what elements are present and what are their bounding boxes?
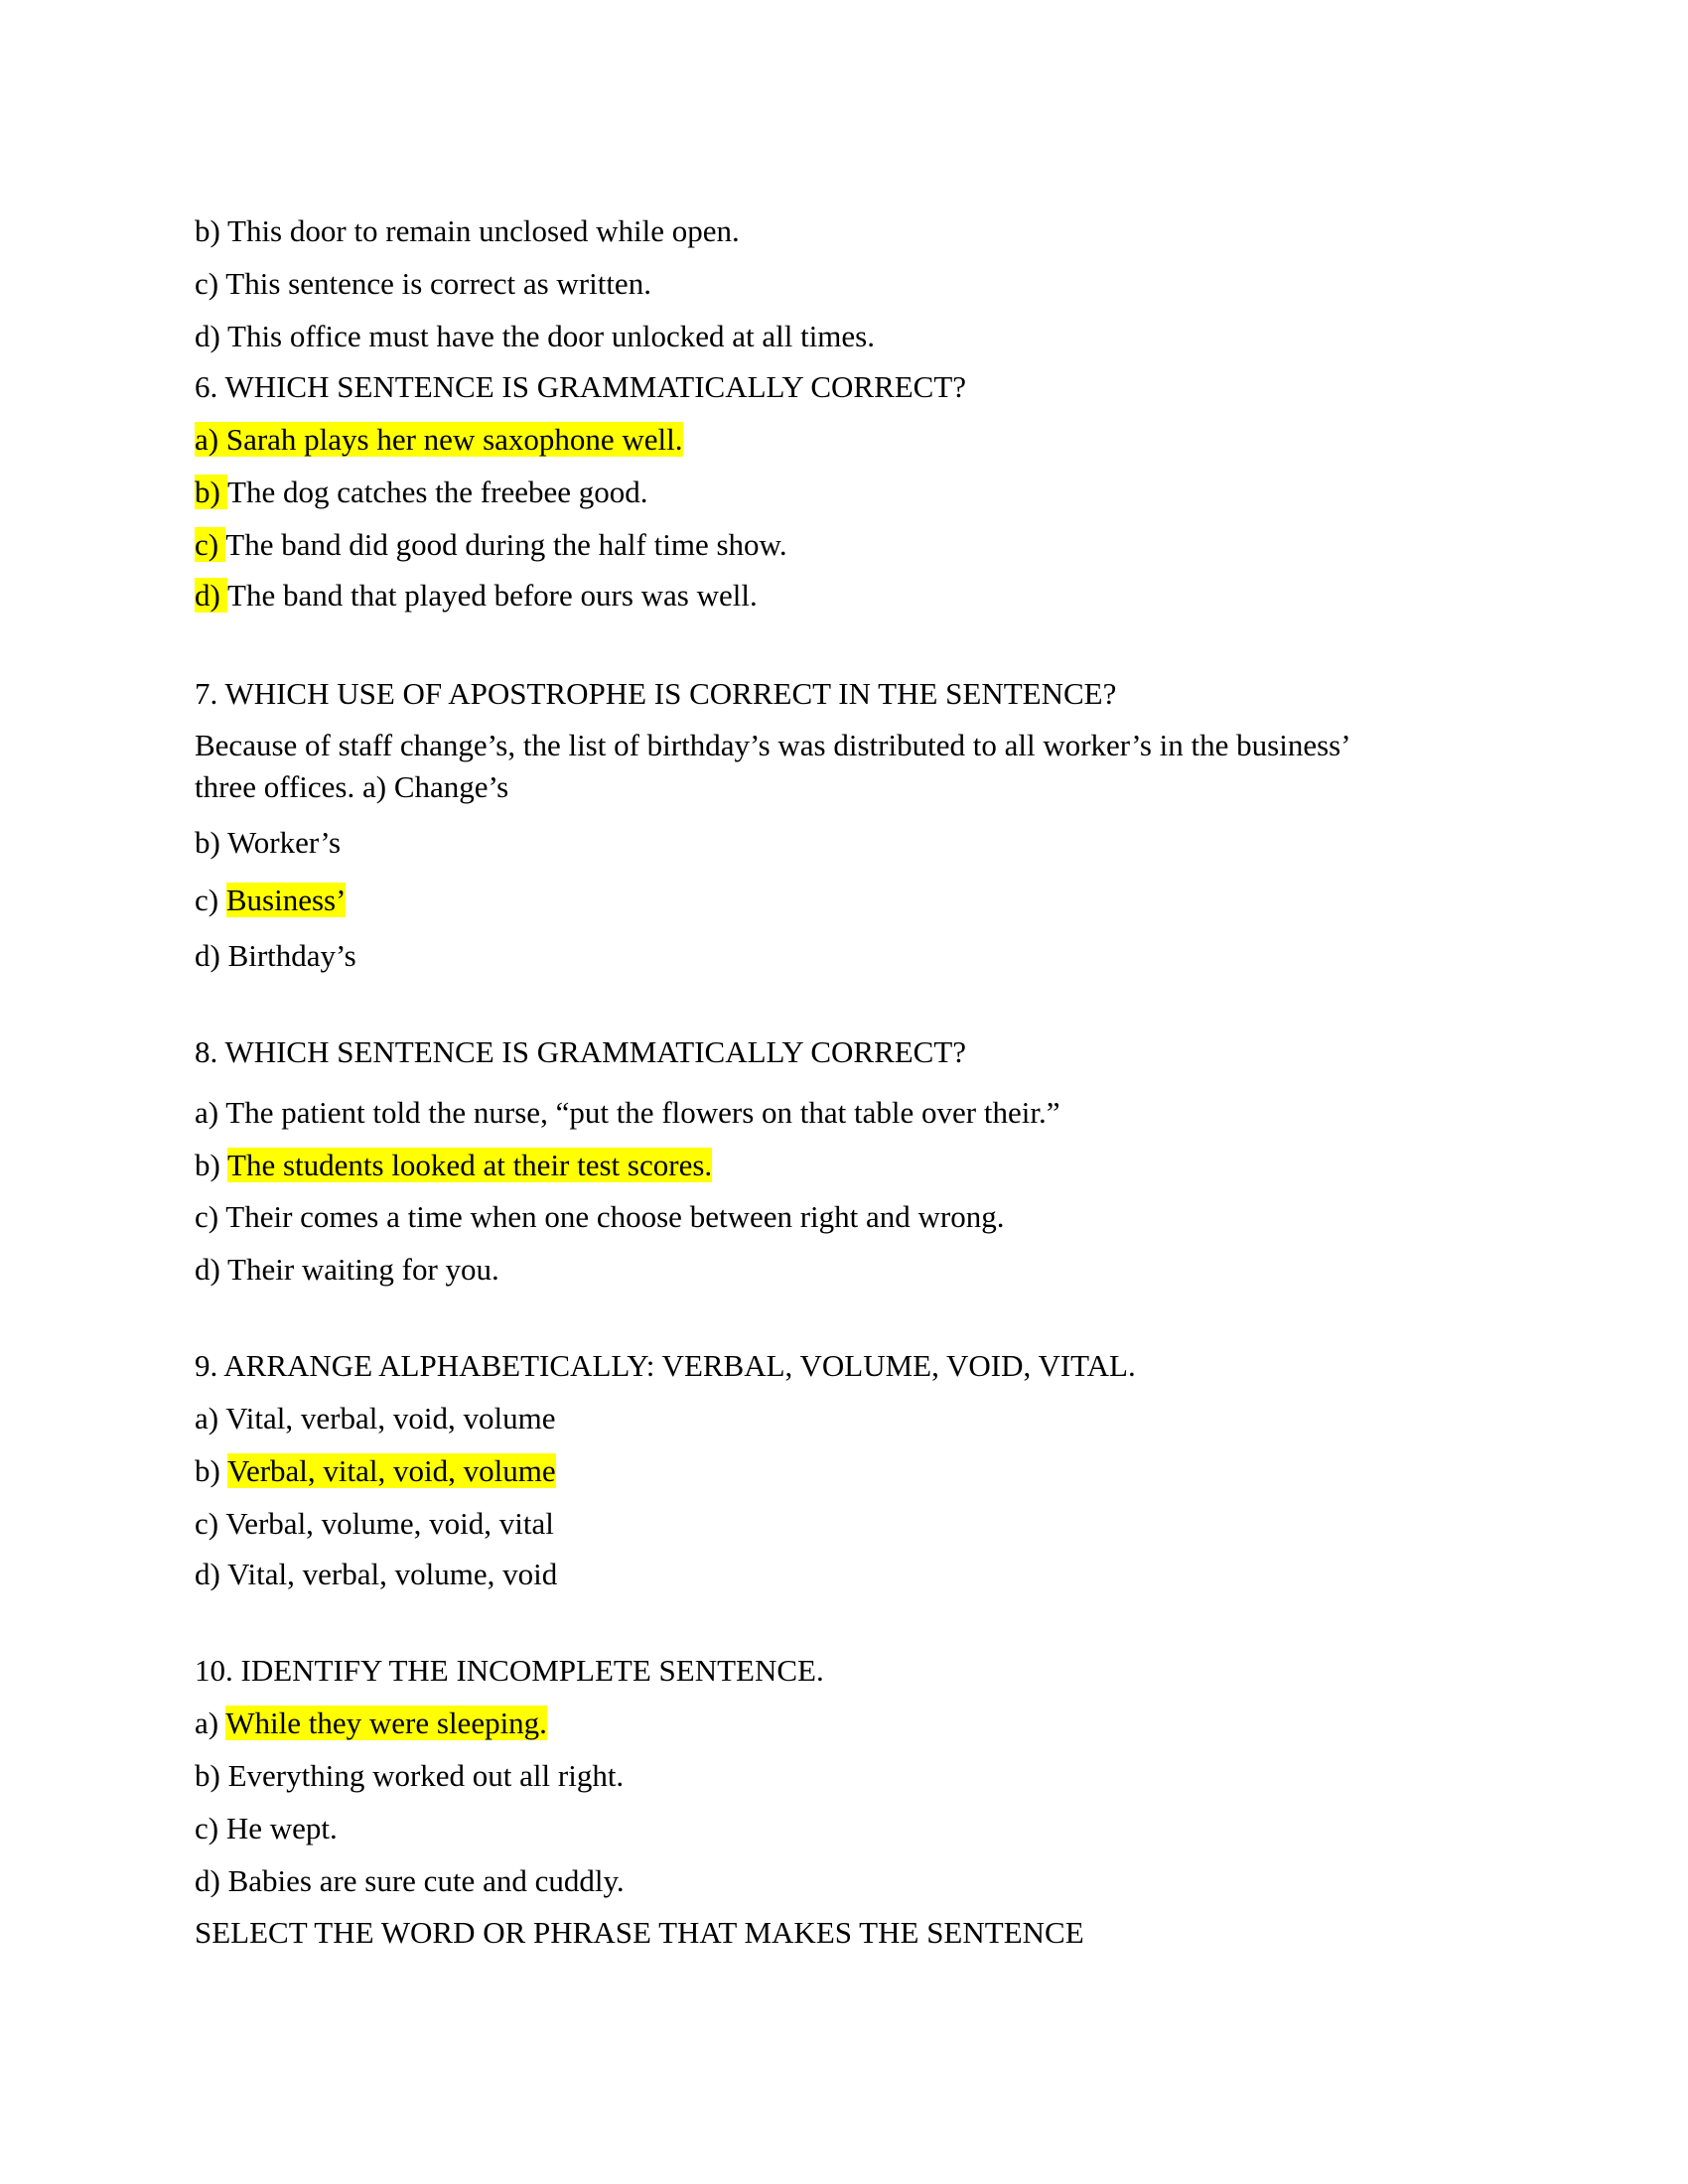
text-segment: b) [195,1148,228,1182]
body-text [195,768,508,806]
highlighted-text: a) Sarah plays her new saxophone well. [195,422,683,457]
answer-option [195,1556,557,1593]
text-segment: c) Their comes a time when one choose between right and wrong. [195,1199,1005,1234]
answer-option [195,1757,624,1795]
answer-option [195,212,740,250]
answer-option [195,1810,338,1847]
text-segment: 6. WHICH SENTENCE IS GRAMMATICALLY CORRECT? [195,369,967,404]
text-segment: b) This door to remain unclosed while open. [195,213,740,248]
answer-option [195,421,683,459]
text-segment: d) Birthday’s [195,938,356,973]
text-segment: 8. WHICH SENTENCE IS GRAMMATICALLY CORRECT? [195,1034,967,1069]
text-segment: a) Vital, verbal, void, volume [195,1401,556,1435]
text-segment: three offices. a) Change’s [195,769,509,804]
question-heading [195,368,966,406]
body-text [195,727,1351,764]
answer-option [195,1452,556,1490]
text-segment: b) [195,1453,228,1488]
answer-option [195,1505,554,1543]
text-segment: d) This office must have the door unlocked at all times. [195,319,875,353]
question-heading [195,675,1116,713]
answer-option [195,882,346,919]
text-segment: 7. WHICH USE OF APOSTROPHE IS CORRECT IN THE SENTENCE? [195,676,1117,711]
question-heading [195,1033,966,1071]
text-segment: a) The patient told the nurse, “put the flowers on that table over their.” [195,1095,1060,1130]
text-segment: a) [195,1706,226,1740]
question-heading [195,1914,1084,1952]
text-segment: The band that played before ours was well. [227,578,758,613]
text-segment: d) Babies are sure cute and cuddly. [195,1863,625,1898]
text-segment: c) This sentence is correct as written. [195,266,651,301]
highlighted-text: d) [195,578,228,613]
text-segment: b) Everything worked out all right. [195,1758,625,1793]
question-heading [195,1347,1136,1385]
answer-option [195,1705,547,1742]
answer-option [195,526,787,564]
text-segment: The band did good during the half time show. [225,527,787,562]
highlighted-text: Business’ [225,883,347,917]
answer-option [195,577,758,614]
text-segment: 10. IDENTIFY THE INCOMPLETE SENTENCE. [195,1653,824,1688]
text-segment: d) Vital, verbal, volume, void [195,1557,558,1591]
answer-option [195,1094,1059,1132]
answer-option [195,1862,625,1900]
highlighted-text: b) [195,475,228,509]
answer-option [195,1400,555,1437]
answer-option [195,318,875,355]
highlighted-text: Verbal, vital, void, volume [227,1453,556,1488]
highlighted-text: c) [195,527,226,562]
text-segment: c) [195,883,226,917]
question-heading [195,1652,824,1690]
text-segment: c) He wept. [195,1811,338,1845]
answer-option [195,824,341,862]
answer-option [195,474,647,511]
answer-option [195,1147,712,1184]
text-segment: SELECT THE WORD OR PHRASE THAT MAKES THE SENTENCE [195,1915,1084,1950]
answer-option [195,1251,499,1289]
answer-option [195,937,356,975]
text-segment: Because of staff change’s, the list of birthday’s was distributed to all worker’s in the business’ [195,728,1351,762]
answer-option [195,1198,1005,1236]
text-segment: The dog catches the freebee good. [227,475,648,509]
text-segment: 9. ARRANGE ALPHABETICALLY: VERBAL, VOLUME, VOID, VITAL. [195,1348,1136,1383]
text-segment: b) Worker’s [195,825,342,860]
text-segment: c) Verbal, volume, void, vital [195,1506,554,1541]
text-segment: d) Their waiting for you. [195,1252,499,1287]
highlighted-text: The students looked at their test scores. [227,1148,713,1182]
answer-option [195,265,651,303]
highlighted-text: While they were sleeping. [225,1706,547,1740]
